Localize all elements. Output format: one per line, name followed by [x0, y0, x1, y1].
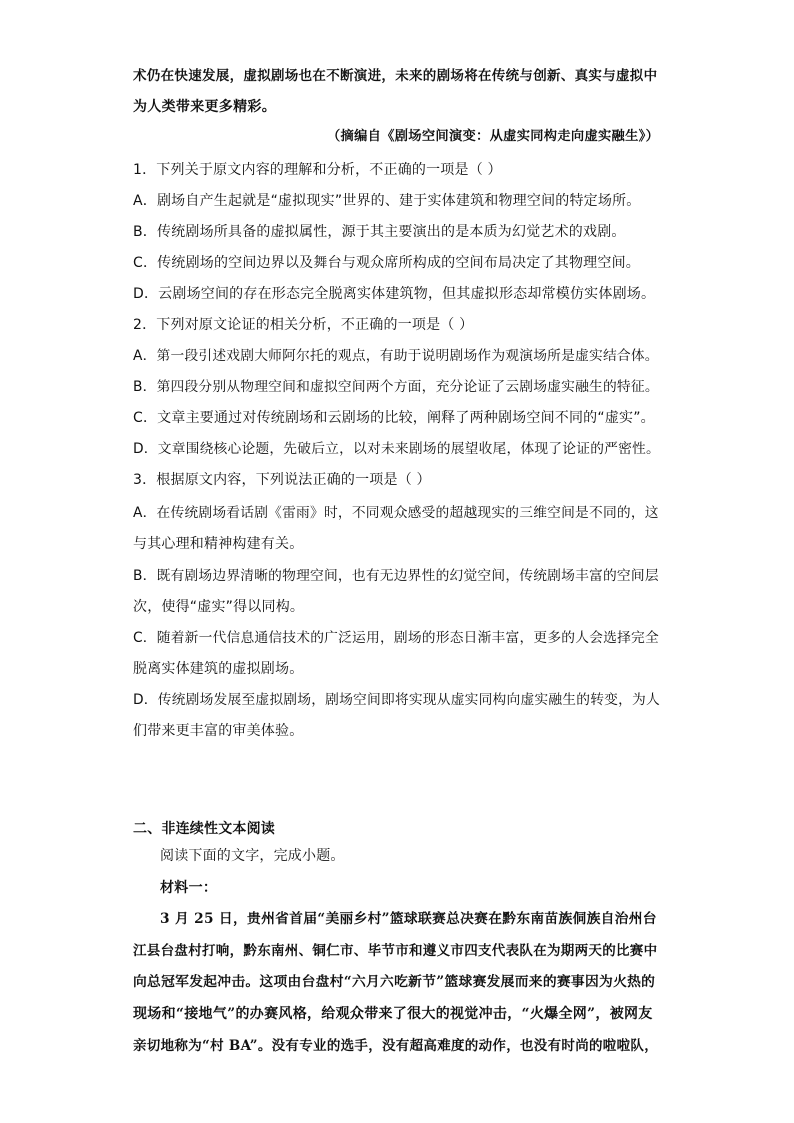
option-d: D．云剧场空间的存在形态完全脱离实体建筑物，但其虚拟形态却常模仿实体剧场。: [133, 286, 656, 302]
question-stem: 2．下列对原文论证的相关分析，不正确的一项是（ ）: [133, 317, 474, 333]
passage-line: 为人类带来更多精彩。: [133, 99, 276, 115]
option-a-cont: 与其心理和精神构建有关。: [133, 536, 304, 552]
option-b-cont: 次，使得“虚实”得以同构。: [133, 599, 305, 615]
option-c-cont: 脱离实体建筑的虚拟剧场。: [133, 661, 304, 677]
option-c: C．传统剧场的空间边界以及舞台与观众席所构成的空间布局决定了其物理空间。: [133, 255, 640, 271]
material-line: 向总冠军发起冲击。这项由台盘村“六月六吃新节”篮球赛发展而来的赛事因为火热的: [133, 974, 656, 990]
material-line: 江县台盘村打响，黔东南州、铜仁市、毕节市和遵义市四支代表队在为期两天的比赛中: [133, 943, 658, 959]
option-c: C．随着新一代信息通信技术的广泛运用，剧场的形态日渐丰富，更多的人会选择完全: [133, 630, 659, 646]
question-stem: 1．下列关于原文内容的理解和分析，不正确的一项是（ ）: [133, 162, 502, 178]
option-b: B．既有剧场边界清晰的物理空间，也有无边界性的幻觉空间，传统剧场丰富的空间层: [133, 568, 659, 584]
material-label: 材料一：: [160, 880, 218, 896]
passage-line: 术仍在快速发展，虚拟剧场也在不断演进，未来的剧场将在传统与创新、真实与虚拟中: [133, 68, 658, 84]
section-heading: 二、非连续性文本阅读: [133, 821, 275, 837]
option-c: C．文章主要通过对传统剧场和云剧场的比较，阐释了两种剧场空间不同的“虚实”。: [133, 410, 655, 426]
source-citation: （摘编自《剧场空间演变：从虚实同构走向虚实融生》）: [327, 129, 660, 144]
option-b: B．第四段分别从物理空间和虚拟空间两个方面，充分论证了云剧场虚实融生的特征。: [133, 379, 659, 395]
question-stem: 3．根据原文内容，下列说法正确的一项是（ ）: [133, 472, 431, 488]
material-line: 亲切地称为“村 BA”。没有专业的选手，没有超高难度的动作，也没有时尚的啦啦队，: [133, 1038, 659, 1054]
option-d-cont: 们带来更丰富的审美体验。: [133, 723, 304, 739]
option-a: A．剧场自产生起就是“虚拟现实”世界的、建于实体建筑和物理空间的特定场所。: [133, 193, 641, 209]
option-d: D．文章围绕核心论题，先破后立，以对未来剧场的展望收尾，体现了论证的严密性。: [133, 441, 660, 457]
option-a: A．在传统剧场看话剧《雷雨》时，不同观众感受的超越现实的三维空间是不同的，这: [133, 505, 659, 521]
option-b: B．传统剧场所具备的虚拟属性，源于其主要演出的是本质为幻觉艺术的戏剧。: [133, 224, 626, 240]
section-instruction: 阅读下面的文字，完成小题。: [160, 848, 345, 864]
material-line: 现场和“接地气”的办赛风格，给观众带来了很大的视觉冲击，“火爆全网”，被网友: [133, 1006, 653, 1022]
option-a: A．第一段引述戏剧大师阿尔托的观点，有助于说明剧场作为观演场所是虚实结合体。: [133, 348, 659, 364]
option-d: D．传统剧场发展至虚拟剧场，剧场空间即将实现从虚实同构向虚实融生的转变，为人: [133, 692, 660, 708]
material-line: 3 月 25 日，贵州省首届“美丽乡村”篮球联赛总决赛在黔东南苗族侗族自治州台: [160, 911, 657, 927]
